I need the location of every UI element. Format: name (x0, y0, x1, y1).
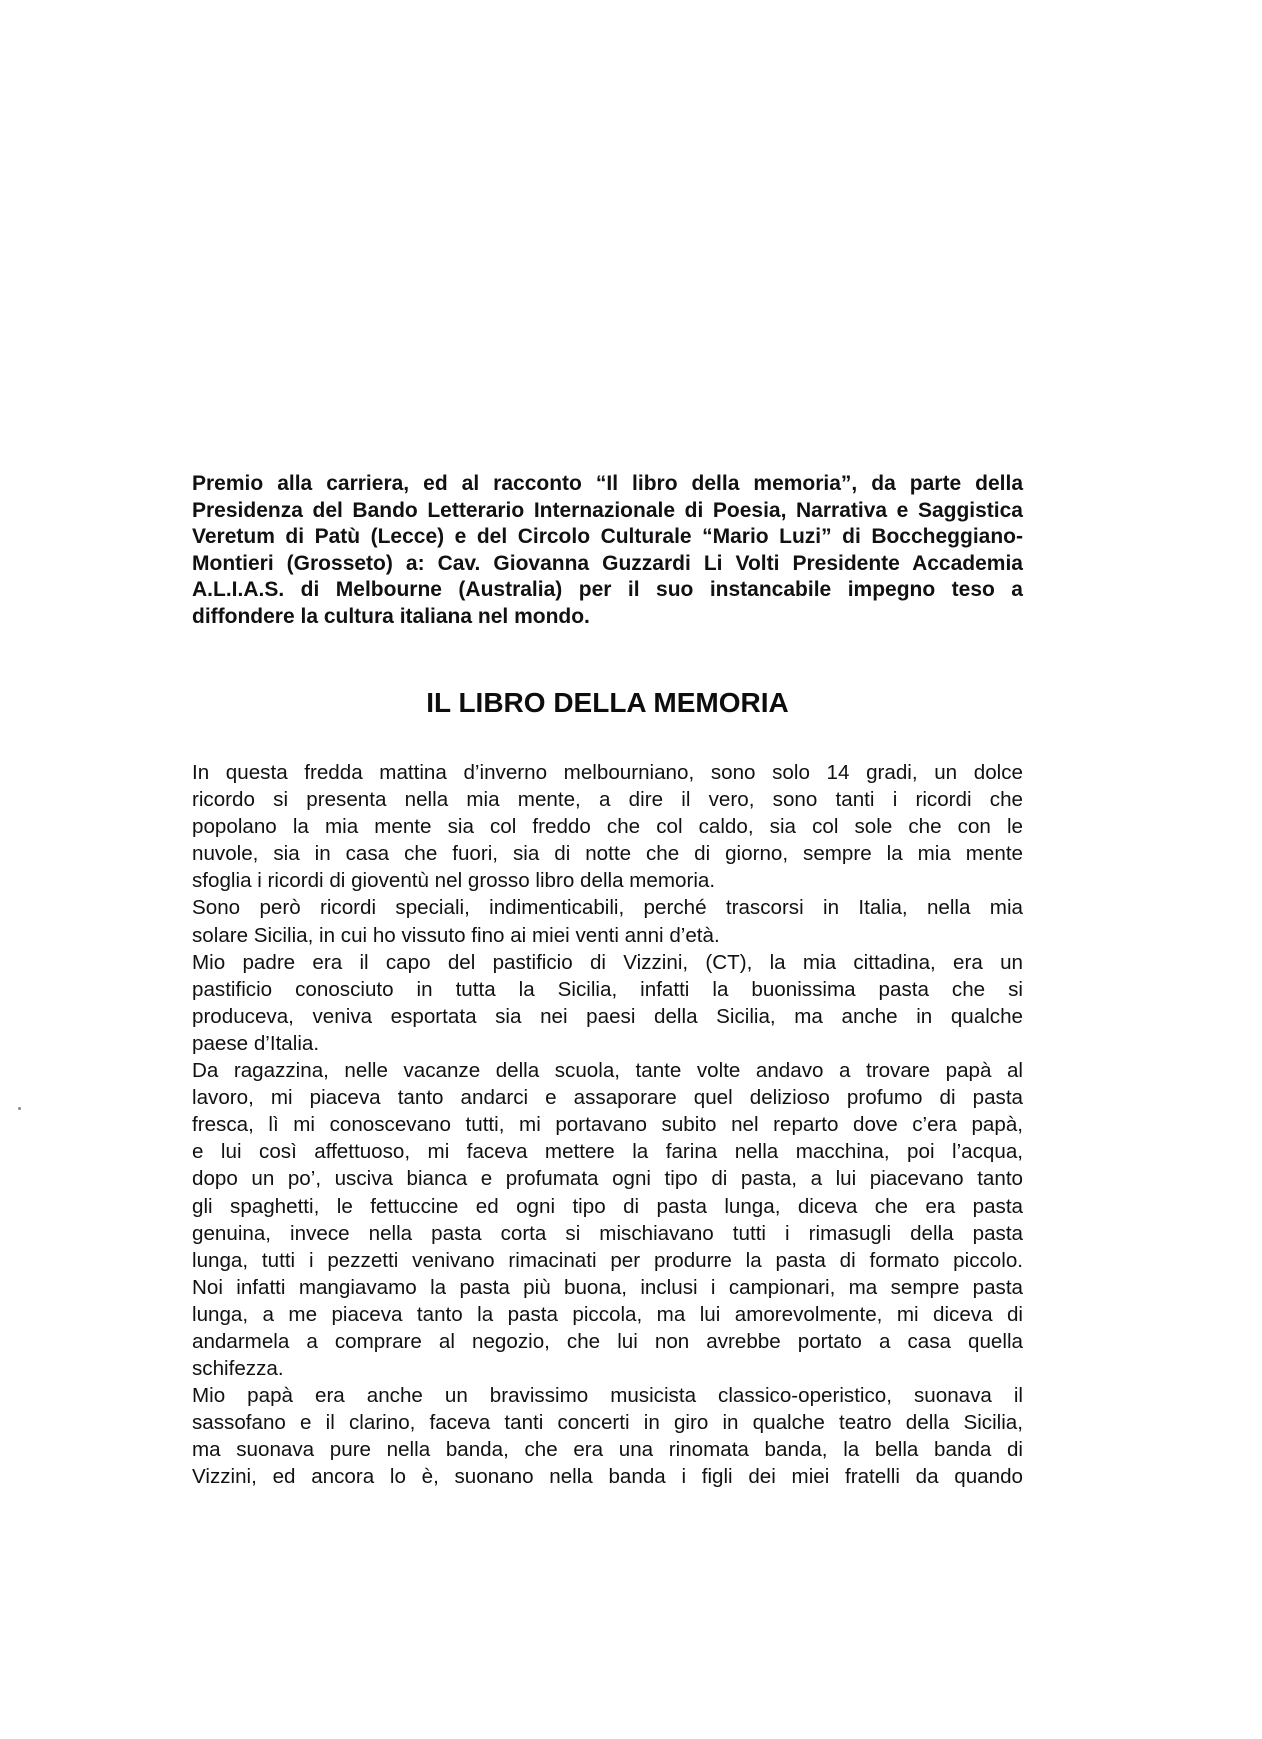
body-line: sfoglia i ricordi di gioventù nel grosso libro della memoria. (192, 869, 716, 893)
body-line: lavoro, mi piaceva tanto andarci e assaporare quel delizioso profumo di pasta (192, 1086, 1023, 1110)
body-line: sassofano e il clarino, faceva tanti concerti in giro in qualche teatro della Sicilia, (192, 1411, 1023, 1435)
body-line: lunga, tutti i pezzetti venivano rimacinati per produrre la pasta di formato piccolo. (192, 1248, 1023, 1272)
body-line: pastificio conosciuto in tutta la Sicilia, infatti la buonissima pasta che si (192, 977, 1023, 1001)
body-line: In questa fredda mattina d’inverno melbourniano, sono solo 14 gradi, un dolce (192, 761, 1023, 784)
body-line: paese d’Italia. (192, 1031, 320, 1055)
body-line: andarmela a comprare al negozio, che lui non avrebbe portato a casa quella (192, 1329, 1023, 1353)
body-line: lunga, a me piaceva tanto la pasta piccola, ma lui amorevolmente, mi diceva di (192, 1302, 1023, 1326)
body-line: ma suonava pure nella banda, che era una rinomata banda, la bella banda di (192, 1438, 1023, 1462)
body-line: e lui così affettuoso, mi faceva mettere la farina nella macchina, poi l’acqua, (192, 1140, 1023, 1164)
body-line: ricordo si presenta nella mia mente, a dire il vero, sono tanti i ricordi che (192, 788, 1023, 812)
body-line: Mio padre era il capo del pastificio di Vizzini, (CT), la mia cittadina, era un (192, 950, 1023, 974)
body-line: gli spaghetti, le fettuccine ed ogni tipo di pasta lunga, diceva che era pasta (192, 1194, 1023, 1218)
body-line: Sono però ricordi speciali, indimenticabili, perché trascorsi in Italia, nella mia (192, 896, 1023, 920)
body-line: Vizzini, ed ancora lo è, suonano nella banda i figli dei miei fratelli da quando (192, 1465, 1023, 1489)
body-line: Noi infatti mangiavamo la pasta più buona, inclusi i campionari, ma sempre pasta (192, 1275, 1023, 1299)
body-line: Mio papà era anche un bravissimo musicista classico-operistico, suonava il (192, 1384, 1023, 1408)
body-line: nuvole, sia in casa che fuori, sia di notte che di giorno, sempre la mia mente (192, 842, 1023, 866)
award-intro-paragraph: Premio alla carriera, ed al racconto “Il libro della memoria”, da parte della Presidenza del Bando Letterario Internazionale di Poesia, Narrativa e Saggistica Veretum di Patù (Lecce) e del Circolo Culturale “Mario Luzi” di Boccheggiano-Montieri (Grosseto) a: Cav. Giovanna Guzzardi Li Volti Presidente Accademia A.L.I.A.S. di Melbourne (Australia) per il suo instancabile impegno teso a diffondere la cultura italiana nel mondo. (192, 472, 1023, 628)
body-line: schifezza. (192, 1357, 284, 1381)
body-line: fresca, lì mi conoscevano tutti, mi portavano subito nel reparto dove c’era papà, (192, 1113, 1023, 1137)
document-title: IL LIBRO DELLA MEMORIA (426, 687, 789, 718)
body-line: dopo un po’, usciva bianca e profumata ogni tipo di pasta, a lui piacevano tanto (192, 1167, 1023, 1191)
scan-speck (18, 1107, 21, 1110)
story-body (192, 759, 1023, 1491)
body-line: Da ragazzina, nelle vacanze della scuola, tante volte andavo a trovare papà al (192, 1059, 1023, 1083)
body-line: popolano la mia mente sia col freddo che col caldo, sia col sole che con le (192, 815, 1023, 839)
body-line: genuina, invece nella pasta corta si mischiavano tutti i rimasugli della pasta (192, 1221, 1023, 1245)
body-line: solare Sicilia, in cui ho vissuto fino ai miei venti anni d’età. (192, 923, 720, 947)
body-line: produceva, veniva esportata sia nei paesi della Sicilia, ma anche in qualche (192, 1004, 1023, 1028)
